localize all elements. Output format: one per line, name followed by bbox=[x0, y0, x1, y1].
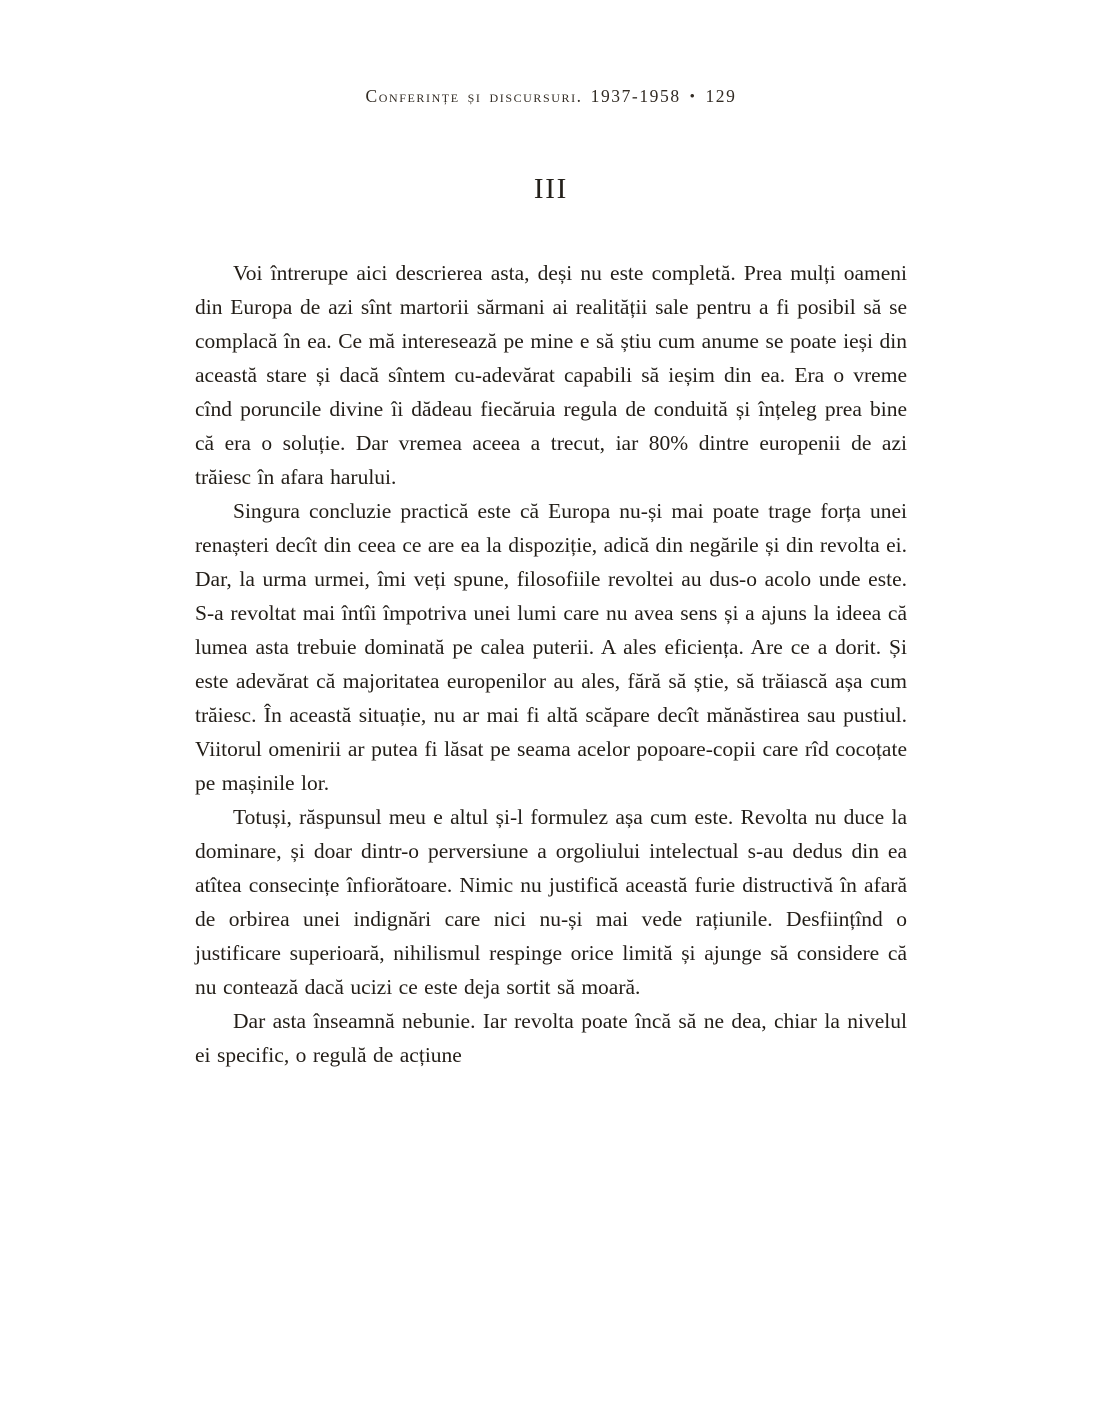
page-number: 129 bbox=[705, 86, 737, 106]
paragraph: Voi întrerupe aici descrierea asta, deși nu este completă. Prea mulți oameni din Europa de azi sînt martorii sărmani ai realității sale pentru a fi posibil să se complacă în ea. Ce mă interesează pe mine e să știu cum anume se poate ieși din această stare și dacă sîntem cu-adevărat capabili să ieșim din ea. Era o vreme cînd poruncile divine îi dădeau fiecăruia regula de conduită și înțeleg prea bine că era o soluție. Dar vremea aceea a trecut, iar 80% dintre europenii de azi trăiesc în afara harului. bbox=[195, 261, 907, 489]
bullet-separator: • bbox=[689, 89, 697, 105]
running-head bbox=[195, 86, 907, 107]
paragraph: Singura concluzie practică este că Europa nu-și mai poate trage forța unei renașteri decît din ceea ce are ea la dispoziție, adică din negările și din revolta ei. Dar, la urma urmei, îmi veți spune, filosofiile revoltei au dus-o acolo unde este. S-a revoltat mai întîi împotriva unei lumi care nu avea sens și a ajuns la ideea că lumea asta trebuie dominată pe calea puterii. A ales eficiența. Are ce a dorit. Și este adevărat că majoritatea europenilor au ales, fără să știe, să trăiască așa cum trăiesc. În această situație, nu ar mai fi altă scăpare decît mănăstirea sau pustiul. Viitorul omenirii ar putea fi lăsat pe seama acelor popoare-copii care rîd cocoțate pe mașinile lor. bbox=[195, 499, 907, 795]
running-head-title: Conferințe și discursuri. 1937-1958 bbox=[365, 86, 681, 106]
body-text bbox=[195, 256, 907, 1072]
section-heading: III bbox=[533, 173, 569, 205]
paragraph: Dar asta înseamnă nebunie. Iar revolta poate încă să ne dea, chiar la nivelul ei specific, o regulă de acțiune bbox=[195, 1009, 907, 1067]
paragraph: Totuși, răspunsul meu e altul și-l formulez așa cum este. Revolta nu duce la dominare, și doar dintr-o perversiune a orgoliului intelectual s-au dedus din ea atîtea consecințe înfiorătoare. Nimic nu justifică această furie distructivă în afară de orbirea unei indignări care nici nu-și mai vede rațiunile. Desființînd o justificare superioară, nihilismul respinge orice limită și ajunge să considere că nu contează dacă ucizi ce este deja sortit să moară. bbox=[195, 805, 907, 999]
